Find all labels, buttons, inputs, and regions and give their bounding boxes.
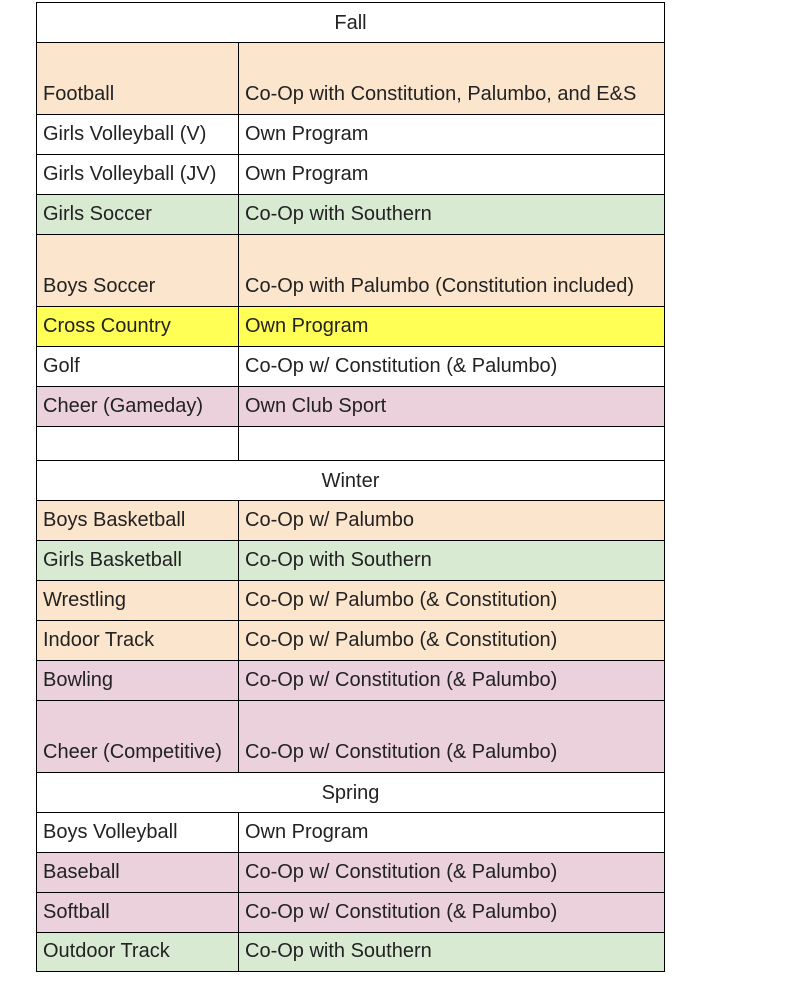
sport-cell: Boys Soccer [37,235,239,307]
sport-cell [37,427,239,461]
program-cell: Own Program [239,115,665,155]
section-title: Spring [37,773,665,813]
program-cell: Co-Op w/ Constitution (& Palumbo) [239,893,665,933]
program-cell: Own Club Sport [239,387,665,427]
sport-cell: Boys Volleyball [37,813,239,853]
sport-cell: Girls Soccer [37,195,239,235]
table-row [37,813,665,853]
program-cell: Co-Op with Southern [239,933,665,972]
table-row [37,387,665,427]
table-row [37,661,665,701]
program-cell: Co-Op w/ Palumbo (& Constitution) [239,581,665,621]
program-cell: Co-Op w/ Constitution (& Palumbo) [239,661,665,701]
program-cell: Co-Op w/ Constitution (& Palumbo) [239,853,665,893]
program-cell: Co-Op w/ Constitution (& Palumbo) [239,347,665,387]
program-cell: Co-Op with Southern [239,195,665,235]
table-row [37,501,665,541]
section-header-row-fall [37,3,665,43]
sport-cell: Cheer (Gameday) [37,387,239,427]
program-cell: Co-Op w/ Palumbo (& Constitution) [239,621,665,661]
table-row [37,701,665,773]
table-row [37,933,665,972]
sport-cell: Boys Basketball [37,501,239,541]
table-row [37,853,665,893]
program-cell: Co-Op with Southern [239,541,665,581]
table-row [37,195,665,235]
sports-program-table [36,2,665,972]
program-cell: Co-Op w/ Constitution (& Palumbo) [239,701,665,773]
section-title: Winter [37,461,665,501]
sport-cell: Cheer (Competitive) [37,701,239,773]
sport-cell: Softball [37,893,239,933]
table-row [37,621,665,661]
section-header-row-winter [37,461,665,501]
sport-cell: Girls Volleyball (V) [37,115,239,155]
table-row [37,307,665,347]
table-row [37,541,665,581]
section-title: Fall [37,3,665,43]
sport-cell: Girls Volleyball (JV) [37,155,239,195]
table-body [37,3,665,972]
program-cell: Co-Op with Constitution, Palumbo, and E&S [239,43,665,115]
section-header-row-spring [37,773,665,813]
table-row [37,581,665,621]
sport-cell: Football [37,43,239,115]
sport-cell: Golf [37,347,239,387]
sport-cell: Baseball [37,853,239,893]
table-row [37,155,665,195]
program-cell [239,427,665,461]
sport-cell: Wrestling [37,581,239,621]
program-cell: Co-Op w/ Palumbo [239,501,665,541]
program-cell: Own Program [239,155,665,195]
program-cell: Co-Op with Palumbo (Constitution included) [239,235,665,307]
program-cell: Own Program [239,307,665,347]
table-row [37,115,665,155]
table-row [37,347,665,387]
sport-cell: Bowling [37,661,239,701]
sport-cell: Girls Basketball [37,541,239,581]
table-row [37,235,665,307]
table-row [37,893,665,933]
sport-cell: Indoor Track [37,621,239,661]
sport-cell: Outdoor Track [37,933,239,972]
sport-cell: Cross Country [37,307,239,347]
program-cell: Own Program [239,813,665,853]
table-row [37,43,665,115]
table-row [37,427,665,461]
